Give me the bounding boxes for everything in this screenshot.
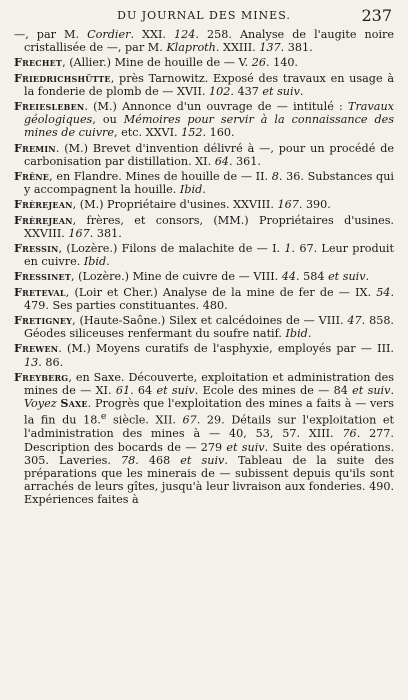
index-entry: Friedrichshütte, près Tarnowitz. Exposé des travaux en usage à la fonderie de plomb de — XVII. 102. 437 et suiv.: [14, 70, 394, 98]
index-entry: —, par M. Cordier. XXI. 124. 258. Analyse de l'augite noire cristallisée de —, par M. Klaproth. XXIII. 137. 381.: [14, 28, 394, 55]
page-header: [14, 4, 394, 28]
index-entry: Frechet, (Allier.) Mine de houille de — V. 26. 140.: [14, 55, 298, 70]
index-entry: Frèrejean, frères, et consors, (MM.) Propriétaires d'usines. XXVIII. 167. 381.: [14, 212, 394, 240]
index-entry: Freiesleben. (M.) Annonce d'un ouvrage de — intitulé : Travaux géologiques, ou Mémoires pour servir à la connaissance des mines de cuivre, etc. XXVI. 152. 160.: [14, 99, 395, 140]
running-title: DU JOURNAL DES MINES.: [117, 9, 291, 22]
index-entry: Frewen. (M.) Moyens curatifs de l'asphyxie, employés par — III. 13. 86.: [14, 341, 394, 369]
index-entry: Fremin. (M.) Brevet d'invention délivré à —, pour un procédé de carbonisation par distillation. XI. 64. 361.: [14, 140, 394, 168]
index-entry: Frèrejean, (M.) Propriétaire d'usines. XXVIII. 167. 390.: [14, 197, 331, 212]
index-entry: Fressin, (Lozère.) Filons de malachite de — I. 1. 67. Leur produit en cuivre. Ibid.: [14, 241, 394, 269]
index-entry: Fretigney, (Haute-Saône.) Silex et calcédoines de — VIII. 47. 858. Géodes siliceuses renfermant du soufre natif. Ibid.: [14, 313, 394, 341]
index-entries: [14, 28, 394, 507]
index-entry: Freteval, (Loir et Cher.) Analyse de la mine de fer de — IX. 54. 479. Ses parties constituantes. 480.: [14, 284, 394, 312]
page-number: 237: [361, 6, 392, 25]
index-entry: Frêne, en Flandre. Mines de houille de — II. 8. 36. Substances qui y accompagnent la houille. Ibid.: [14, 169, 394, 197]
index-entry: Freyberg, en Saxe. Découverte, exploitation et administration des mines de — XI. 61. 64 et suiv. Ecole des mines de — 84 et suiv. Voyez Saxe. Progrès que l'exploitation des mines a faits à — vers la fin du 18.$^e$ siècle. XII. 67. 29. Détails sur l'exploitation et l'administration des mines à — 40, 53, 57. XIII. 76. 277. Description des bocards de — 279 et suiv. Suite des opérations. 305. Laveries. 78. 468 et suiv. Tableau de la suite des préparations que les minerais de — subissent depuis qu'ils sont arrachés de leurs gîtes, jusqu'à leur livraison aux fonderies. 490. Expériences faites à: [14, 369, 394, 507]
index-entry: Fressinet, (Lozère.) Mine de cuivre de — VIII. 44. 584 et suiv.: [14, 269, 370, 284]
